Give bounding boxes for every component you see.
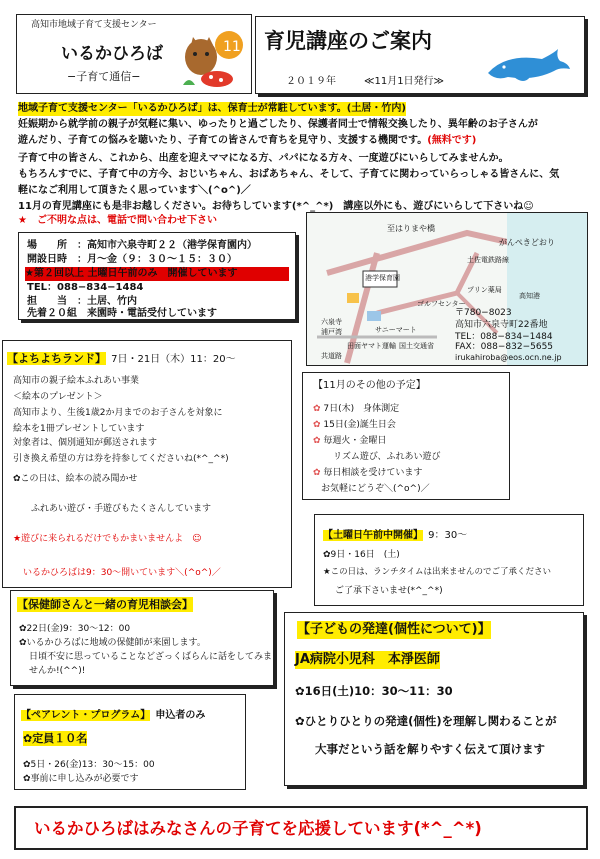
other-line-4: リズム遊び、ふれあい遊び — [333, 452, 441, 462]
tel: TEL：088−834−1484 — [27, 282, 144, 293]
parent-header — [21, 703, 205, 723]
saturday-header — [323, 523, 467, 543]
footer-text: いるかひろばはみなさんの子育てを応援しています(*^_^*) — [34, 819, 482, 838]
saturday-line-1: ✿9日・16日 (土) — [323, 550, 400, 560]
yochi-line-5: 対象者は、個別通知が郵送されます — [13, 438, 158, 448]
dolphin-icon — [484, 47, 572, 87]
parent-tag: 申込者のみ — [155, 710, 206, 721]
header-box — [255, 16, 585, 94]
other-item-3: 毎週火・金曜日 — [323, 436, 387, 446]
saturday-title: 【土曜日午前中開催】 — [323, 530, 423, 541]
dev-title: 【子どもの発達(個性について)】 — [297, 622, 491, 637]
nurse-line-3: 日頃不安に思っていることなどざっくばらんに話をしてみま — [29, 652, 273, 662]
map-label-harimaya: 至はりまや橋 — [387, 224, 435, 233]
place-row — [27, 239, 257, 253]
map-label-rokusenji: 六泉寺 — [321, 318, 342, 326]
place-value: 高知市六泉寺町２２（港学保育園内） — [87, 240, 257, 251]
staff-label: 担 当 ： — [27, 296, 87, 307]
dev-line-2: 大事だという話を解りやすく伝えて頂けます — [315, 742, 545, 756]
nurse-line-1: ✿22日(金)9：30〜12：00 — [19, 624, 131, 634]
access-map — [306, 212, 588, 366]
mascot-illustration — [177, 25, 249, 91]
other-line-2 — [313, 419, 396, 431]
intro-line-2 — [18, 134, 476, 148]
parent-box — [14, 694, 246, 790]
nurse-box — [10, 590, 274, 686]
page-title: 育児講座のご案内 — [264, 29, 432, 53]
flower-icon: ✿ — [313, 436, 321, 446]
other-title: 【11月のその他の予定】 — [313, 380, 426, 391]
dev-time: ✿16日(土)10：30〜11：30 — [295, 684, 453, 698]
map-label-bay: 浦戸湾 — [321, 328, 342, 336]
other-item-2: 15日(金)誕生日会 — [323, 420, 396, 430]
first-come: 先着２０組 来園時・電話受付しています — [27, 308, 217, 319]
map-label-pharmacy: プリン薬局 — [467, 286, 502, 294]
parent-capacity: ✿定員１０名 — [23, 732, 88, 745]
yochi-title: 【よちよちランド】 — [7, 352, 106, 365]
dev-line-1: ✿ひとりひとりの発達(個性)を理解し関わることが — [295, 714, 557, 728]
intro-line-7: ★ ご不明な点は、電話で問い合わせ下さい — [18, 215, 217, 226]
parent-line-1: ✿5日・26(金)13：30〜15：00 — [23, 760, 155, 770]
free-note: (無料です) — [427, 135, 477, 146]
intro-line-4: もちろんすでに、子育て中の方今、おじいちゃん、おばあちゃん、そして、子育てに関わっていらっしゃる皆さんに、気 — [18, 169, 560, 180]
yochi-line-3: 高知市より、生後1歳2か月までのお子さんを対象に — [13, 408, 223, 418]
other-item-1: 7日(木) 身体測定 — [323, 404, 400, 414]
staff-value: 土居、竹内 — [87, 296, 137, 307]
issue-date: ≪11月1日発行≫ — [364, 76, 445, 87]
map-label-port: 高知港 — [519, 292, 540, 300]
days-label: 開設日時 ： — [27, 254, 87, 265]
yochi-line-6: 引き換え希望の方は券を持参してくださいね(*^_^*) — [13, 454, 229, 464]
map-address: 高知市六泉寺町22番地 — [455, 320, 548, 330]
dev-speaker: JA病院小児科 本淨医師 — [295, 652, 440, 667]
days-row — [27, 253, 237, 267]
map-email: irukahiroba@eos.ocn.ne.jp — [455, 353, 562, 362]
place-label: 場 所 ： — [27, 240, 87, 251]
map-label-ganpeki: がんぺきどおり — [499, 238, 555, 247]
map-tel: TEL：088−834−1484 — [455, 332, 553, 342]
other-line-3 — [313, 435, 386, 447]
saturday-banner: ★第２回以上 土曜日午前のみ 開催しています — [25, 267, 289, 281]
masthead — [16, 14, 252, 94]
flower-icon: ✿ — [313, 468, 321, 478]
map-label-mlit: 国土交通省 — [399, 342, 434, 350]
map-label-nursery: 港学保育園 — [365, 274, 400, 282]
intro-line-1: 妊娠期から就学前の親子が気軽に集い、ゆったりと過ごしたり、保護者同士で情報交換したり、異年齢のお子さんが — [18, 119, 538, 130]
nurse-line-4: せんか!(^^)! — [29, 666, 86, 676]
masthead-subtitle: −子育て通信− — [67, 70, 141, 83]
intro-line-2a: 遊んだり、子育ての悩みを聴いたり、子育ての皆さんで育ちを見守り、支援する機関です。 — [18, 135, 428, 146]
map-fax: FAX：088−832−5655 — [455, 342, 554, 352]
yochi-line-2: ＜絵本のプレゼント＞ — [13, 392, 103, 402]
days-value: 月～金（９：３０～１５：３０） — [87, 254, 237, 265]
yochi-line-9: ★遊びに来られるだけでもかまいませんよ ☺ — [13, 534, 202, 544]
map-label-yamato: 田面ヤマト運輸 — [347, 342, 396, 350]
yochi-header — [7, 347, 236, 367]
map-label-road: 共道路 — [321, 352, 342, 360]
info-box — [18, 232, 296, 320]
footer-box — [14, 806, 588, 850]
other-box — [302, 372, 510, 500]
saturday-box — [314, 514, 584, 606]
nurse-line-2: ✿いるかひろばに地域の保健師が来園します。 — [19, 638, 206, 648]
issue-year: ２０１９年 — [286, 76, 336, 87]
intro-lead: 地域子育て支援センター「いるかひろば」は、保育士が常駐しています。(土居・竹内) — [18, 103, 406, 114]
other-item-5: 毎日相談を受けています — [323, 468, 423, 478]
other-line-1 — [313, 403, 399, 415]
yochi-line-10: いるかひろばは9：30〜開いています＼(^o^)／ — [23, 568, 221, 578]
yochi-line-8: ふれあい遊び・手遊びもたくさんしています — [31, 504, 212, 514]
map-label-golf: ゴルフセンター — [417, 300, 466, 308]
saturday-line-2: ★この日は、ランチタイムは出来ませんのでご了承ください — [323, 567, 552, 577]
yochi-box — [2, 340, 292, 588]
saturday-time: 9：30～ — [428, 530, 468, 541]
intro-line-3: 子育て中の皆さん、これから、出産を迎えママになる方、パパになる方々、一度遊びにいらしてみませんか。 — [18, 153, 509, 164]
flower-icon: ✿ — [313, 404, 321, 414]
intro-line-6: 11月の育児講座にも是非お越しください。お待ちしています(*^_^*) 講座以外にも、遊びにいらして下さいね☺ — [18, 201, 534, 212]
flower-icon: ✿ — [313, 420, 321, 430]
svg-text:11: 11 — [223, 39, 241, 55]
map-label-tram: 土佐電鉄路線 — [467, 256, 509, 264]
masthead-title: いるかひろば — [61, 44, 163, 64]
map-postal: 〒780−8023 — [455, 308, 512, 318]
center-name: 高知市地域子育て支援センター — [31, 20, 157, 30]
intro-line-5: 軽になご利用して頂きたく思っています＼(^o^)／ — [18, 185, 251, 196]
other-line-6: お気軽にどうぞ＼(^o^)／ — [321, 484, 430, 494]
yochi-date: 7日・21日（木）11：20～ — [111, 354, 236, 365]
nurse-title: 【保健師さんと一緒の育児相談会】 — [17, 598, 193, 611]
parent-title: 【ペアレント・プログラム】 — [21, 710, 151, 721]
other-line-5 — [313, 467, 422, 479]
saturday-line-3: ご了承下さいませ(*^_^*) — [335, 586, 443, 596]
yochi-line-1: 高知市の親子絵本ふれあい事業 — [13, 376, 140, 386]
dev-box — [284, 612, 584, 786]
map-label-sunny: サニーマート — [375, 326, 417, 334]
yochi-line-4: 絵本を1冊プレゼントしています — [13, 424, 145, 434]
yochi-line-7: ✿この日は、絵本の読み聞かせ — [13, 474, 138, 484]
parent-line-2: ✿事前に申し込みが必要です — [23, 774, 139, 784]
